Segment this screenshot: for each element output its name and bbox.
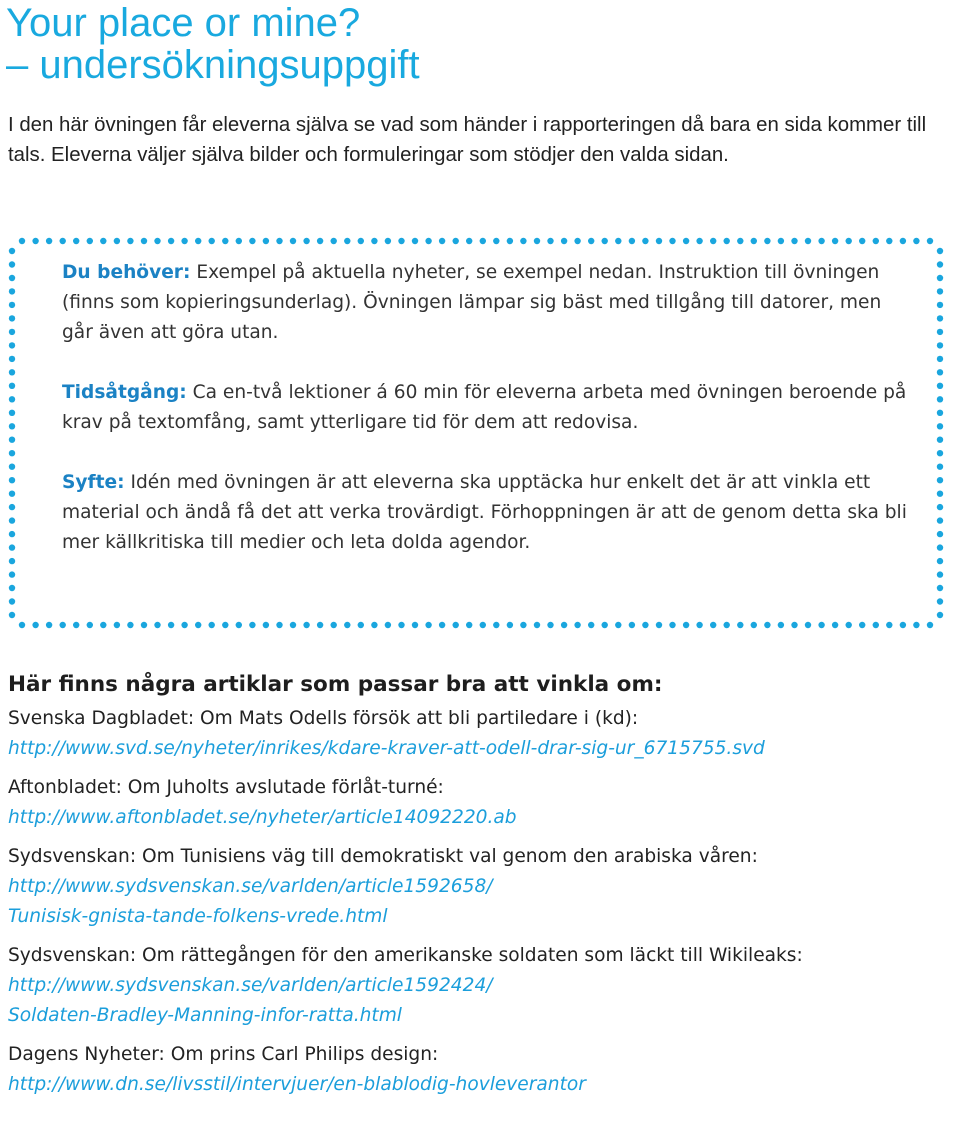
border-dot [629,238,635,244]
border-dot [778,622,784,628]
border-dot [669,238,675,244]
border-dot [263,238,269,244]
border-dot [9,248,15,254]
title-line-1: Your place or mine? [6,1,361,45]
border-dot [358,238,364,244]
border-dot [114,622,120,628]
page-title [6,2,420,86]
purpose-paragraph [62,468,907,558]
border-dot [615,238,621,244]
border-dot [466,238,472,244]
border-dot [466,622,472,628]
border-dot [32,238,38,244]
border-dot [9,329,15,335]
border-dot [778,238,784,244]
border-dot [574,622,580,628]
border-dot [100,238,106,244]
needs-paragraph [62,258,907,348]
border-dot [209,622,215,628]
border-dot [913,238,919,244]
border-dot [412,238,418,244]
border-dot [114,238,120,244]
border-dot [9,477,15,483]
border-dot [937,261,943,267]
border-dot [412,622,418,628]
border-dot [937,558,943,564]
border-dot [317,622,323,628]
border-dot [141,622,147,628]
border-dot [9,531,15,537]
border-dot [818,622,824,628]
border-dot [453,238,459,244]
title-line-2: – undersökningsuppgift [6,43,420,87]
border-dot [937,517,943,523]
border-dot [710,238,716,244]
border-dot [358,622,364,628]
article-link[interactable]: http://www.dn.se/livsstil/intervjuer/en-blablodig-hovleverantor [8,1074,586,1095]
article-description: Dagens Nyheter: Om prins Carl Philips design: [8,1044,439,1065]
border-dot [507,238,513,244]
border-dot [937,288,943,294]
border-dot [937,302,943,308]
border-dot [9,571,15,577]
article-description: Sydsvenskan: Om rättegången för den amerikanske soldaten som läckt till Wikileaks: [8,945,803,966]
border-dot [344,622,350,628]
border-dot [669,622,675,628]
border-dot [937,342,943,348]
border-dot [371,622,377,628]
border-dot [154,238,160,244]
intro-paragraph: I den här övningen får eleverna själva se vad som händer i rapporteringen då bara en sida kommer till tals. Eleverna väljer själva bilder och formuleringar som stödjer den valda sidan. [8,114,927,166]
border-dot [520,238,526,244]
border-dot [480,622,486,628]
border-dot [859,622,865,628]
border-dot [87,622,93,628]
border-dot [73,238,79,244]
border-dot [937,585,943,591]
info-box-content [62,258,907,558]
border-dot [9,410,15,416]
border-dot [937,410,943,416]
border-dot [9,437,15,443]
border-dot [249,622,255,628]
border-dot [602,238,608,244]
border-dot [60,238,66,244]
time-text: Ca en-två lektioner á 60 min för eleverna arbeta med övningen beroende på krav på textomfång, samt ytterligare tid för dem att redovisa. [62,382,907,433]
border-dot [236,238,242,244]
border-dot [937,275,943,281]
border-dot [9,517,15,523]
border-dot [937,329,943,335]
border-dot [344,238,350,244]
border-dot [937,544,943,550]
border-dot [209,238,215,244]
border-dot [385,622,391,628]
articles-heading: Här finns några artiklar som passar bra att vinkla om: [8,672,663,697]
border-dot [195,238,201,244]
border-dot [127,238,133,244]
border-dot [9,342,15,348]
border-dot [168,238,174,244]
border-dot [534,622,540,628]
border-dot [547,622,553,628]
border-dot [290,622,296,628]
border-dot [9,396,15,402]
border-dot [9,315,15,321]
article-link[interactable]: http://www.sydsvenskan.se/varlden/article1592424/ [8,975,493,996]
border-dot [873,238,879,244]
border-dot [222,622,228,628]
border-dot [385,238,391,244]
border-dot [46,238,52,244]
border-dot [937,477,943,483]
border-dot [927,238,933,244]
border-dot [9,464,15,470]
border-dot [913,622,919,628]
border-dot [724,238,730,244]
time-label: Tidsåtgång: [62,382,187,403]
border-dot [398,238,404,244]
border-dot [751,238,757,244]
border-dot [9,369,15,375]
articles-section [8,670,953,1109]
border-dot [859,238,865,244]
border-dot [937,612,943,618]
border-dot [629,622,635,628]
border-dot [9,491,15,497]
article-link[interactable]: http://www.aftonbladet.se/nyheter/article14092220.ab [8,807,517,828]
border-dot [181,622,187,628]
border-dot [937,504,943,510]
border-dot [561,622,567,628]
border-dot [937,464,943,470]
border-dot [656,622,662,628]
border-dot [480,238,486,244]
border-dot [9,275,15,281]
border-dot [439,622,445,628]
border-dot [937,598,943,604]
border-dot [425,238,431,244]
border-dot [937,531,943,537]
article-link[interactable]: http://www.sydsvenskan.se/varlden/article1592658/ [8,876,493,897]
border-dot [46,622,52,628]
border-dot [181,238,187,244]
border-dot [371,238,377,244]
border-dot [9,383,15,389]
border-dot [791,622,797,628]
border-dot [900,238,906,244]
border-dot [764,622,770,628]
border-dot [32,622,38,628]
border-dot [317,238,323,244]
border-dot [9,504,15,510]
article-item [8,842,953,932]
border-dot [9,356,15,362]
border-dot [9,261,15,267]
border-dot [507,622,513,628]
purpose-label: Syfte: [62,472,125,493]
border-dot [249,238,255,244]
border-dot [222,238,228,244]
border-dot [683,238,689,244]
border-dot [602,622,608,628]
border-dot [9,544,15,550]
border-dot [937,356,943,362]
border-dot [832,622,838,628]
border-dot [818,238,824,244]
border-dot [9,612,15,618]
border-dot [710,622,716,628]
border-dot [642,238,648,244]
border-dot [547,238,553,244]
border-dot [303,238,309,244]
border-dot [873,622,879,628]
article-link[interactable]: Tunisisk-gnista-tande-folkens-vrede.html [8,906,388,927]
border-dot [937,396,943,402]
border-dot [195,622,201,628]
border-dot [927,622,933,628]
border-dot [127,622,133,628]
border-dot [791,238,797,244]
border-dot [937,450,943,456]
border-dot [683,622,689,628]
needs-text: Exempel på aktuella nyheter, se exempel nedan. Instruktion till övningen (finns som kopieringsunderlag). Övningen lämpar sig bäst med tillgång till datorer, men går även att göra utan. [62,262,882,343]
border-dot [561,238,567,244]
border-dot [9,585,15,591]
border-dot [737,238,743,244]
border-dot [937,383,943,389]
border-dot [937,491,943,497]
article-item [8,704,953,764]
border-dot [937,369,943,375]
border-dot [805,622,811,628]
article-item [8,773,953,833]
border-dot [9,598,15,604]
border-dot [520,622,526,628]
border-dot [805,238,811,244]
article-link[interactable]: Soldaten-Bradley-Manning-infor-ratta.html [8,1005,402,1026]
info-box [7,236,945,630]
border-dot [398,622,404,628]
border-dot [588,622,594,628]
border-dot [832,238,838,244]
border-dot [9,450,15,456]
border-dot [331,622,337,628]
border-dot [886,622,892,628]
article-item [8,941,953,1031]
border-dot [439,238,445,244]
article-item [8,1040,953,1100]
border-dot [737,622,743,628]
border-dot [937,248,943,254]
border-dot [73,622,79,628]
time-paragraph [62,378,907,438]
article-description: Aftonbladet: Om Juholts avslutade förlåt-turné: [8,777,444,798]
needs-label: Du behöver: [62,262,191,283]
border-dot [696,238,702,244]
border-dot [9,288,15,294]
border-dot [9,423,15,429]
border-dot [19,622,25,628]
border-dot [493,622,499,628]
border-dot [588,238,594,244]
border-dot [276,238,282,244]
border-dot [696,622,702,628]
border-dot [574,238,580,244]
border-dot [9,302,15,308]
border-dot [937,571,943,577]
border-dot [846,238,852,244]
border-dot [656,238,662,244]
border-dot [937,437,943,443]
border-dot [724,622,730,628]
border-dot [263,622,269,628]
article-description: Sydsvenskan: Om Tunisiens väg till demokratiskt val genom den arabiska våren: [8,846,758,867]
border-dot [425,622,431,628]
border-dot [100,622,106,628]
border-dot [9,558,15,564]
border-dot [764,238,770,244]
border-dot [236,622,242,628]
border-dot [534,238,540,244]
border-dot [900,622,906,628]
border-dot [493,238,499,244]
border-dot [331,238,337,244]
purpose-text: Idén med övningen är att eleverna ska upptäcka hur enkelt det är att vinkla ett material och ändå få det att verka trovärdigt. Förhoppningen är att de genom detta ska bli mer källkritiska till medier och leta dolda agendor. [62,472,907,553]
border-dot [846,622,852,628]
border-dot [168,622,174,628]
article-link[interactable]: http://www.svd.se/nyheter/inrikes/kdare-kraver-att-odell-drar-sig-ur_6715755.svd [8,738,765,759]
border-dot [937,423,943,429]
border-dot [642,622,648,628]
border-dot [453,622,459,628]
border-dot [303,622,309,628]
article-list [8,704,953,1100]
border-dot [937,315,943,321]
border-dot [87,238,93,244]
border-dot [276,622,282,628]
border-dot [751,622,757,628]
border-dot [154,622,160,628]
border-dot [60,622,66,628]
border-dot [615,622,621,628]
article-description: Svenska Dagbladet: Om Mats Odells försök att bli partiledare i (kd): [8,708,639,729]
border-dot [141,238,147,244]
border-dot [886,238,892,244]
border-dot [19,238,25,244]
border-dot [290,238,296,244]
